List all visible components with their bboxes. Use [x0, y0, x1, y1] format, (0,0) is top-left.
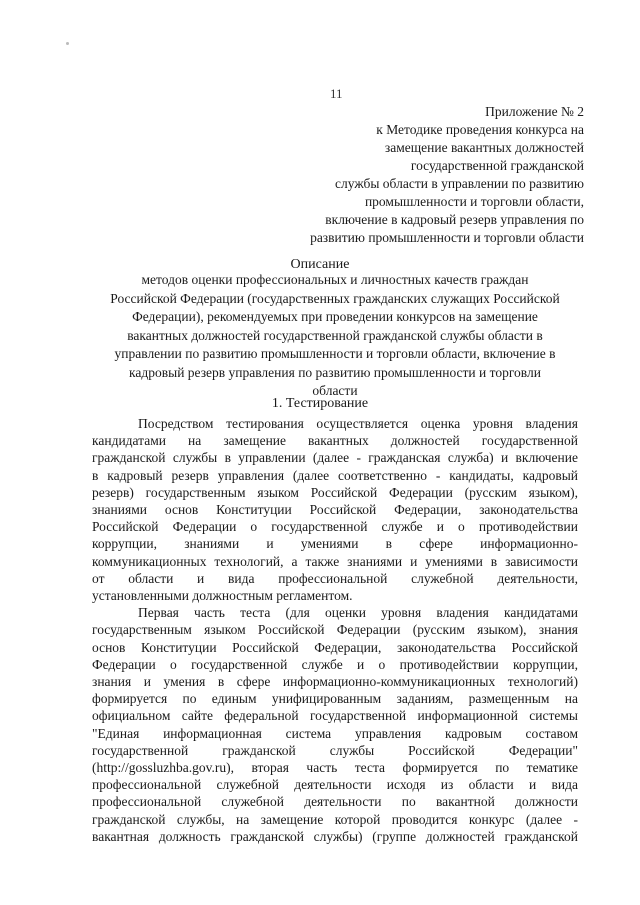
scan-speck [66, 42, 69, 45]
subtitle-line: Федерации), рекомендуемых при проведении конкурсов на замещение [132, 309, 538, 324]
paragraph-line: знаниями основ Конституции Российской Федерации, законодательства [92, 502, 578, 518]
document-body [92, 415, 578, 845]
paragraph-line: Посредством тестирования осуществляется оценка уровня владения [138, 416, 578, 431]
appendix-line: государственной гражданской [410, 158, 584, 173]
paragraph-line: формируется по единым унифицированным заданиям, размещенным на [92, 691, 578, 707]
section-heading: 1. Тестирование [271, 396, 369, 411]
paragraph-line: "Единая информационная система управления кадровым составом [92, 725, 578, 741]
paragraph-line: кандидатами на замещение вакантных должностей государственной [92, 433, 578, 449]
paragraph-2 [92, 604, 578, 845]
subtitle-line: методов оценки профессиональных и личностных качеств граждан [141, 272, 529, 287]
paragraph-line: официальном сайте федеральной государственной информационной системы [92, 708, 578, 724]
paragraph-line: государственным языком Российской Федерации (русским языком), знания [92, 622, 578, 638]
paragraph-line: знания и умения в сфере информационно-коммуникационных технологий) [92, 674, 578, 690]
subtitle-line: вакантных должностей государственной гражданской службы области в [127, 327, 543, 343]
paragraph-line: коррупции, знаниями и умениями в сфере информационно- [92, 536, 578, 552]
subtitle-line: области [312, 383, 358, 398]
paragraph-line: гражданской службы в управлении (далее - гражданская служба) и включение [92, 450, 578, 466]
paragraph-line: коммуникационных технологий, а также знаниями и умениями в зависимости [92, 553, 578, 569]
subtitle-line: Российской Федерации (государственных гражданских служащих Российской [110, 290, 560, 306]
paragraph-line: государственной гражданской службы Российской Федерации" [92, 742, 578, 758]
subtitle-line: управлении по развитию промышленности и торговли области, включение в [114, 346, 556, 361]
appendix-line: промышленности и торговли области, [364, 194, 584, 209]
appendix-line: к Методике проведения конкурса на [376, 122, 584, 137]
document-subtitle [92, 271, 578, 401]
paragraph-line: установленными должностным регламентом. [92, 588, 353, 604]
paragraph-line: резерв) государственным языком Российской Федерации (русским языком), [92, 484, 578, 500]
paragraph-line: от области и вида профессиональной служебной деятельности, [92, 570, 578, 586]
paragraph-line: основ Конституции Российской Федерации, законодательства Российской [92, 639, 578, 655]
subtitle-line: кадровый резерв управления по развитию промышленности и торговли [129, 364, 541, 380]
paragraph-line: (http://gossluzhba.gov.ru), вторая часть теста формируется по тематике [92, 760, 578, 776]
appendix-line: службы области в управлении по развитию [335, 176, 584, 191]
paragraph-line: Первая часть теста (для оценки уровня владения кандидатами [138, 605, 578, 621]
appendix-line: Приложение № 2 [485, 104, 584, 119]
page-number: 11 [330, 86, 343, 101]
paragraph-line: Федерации о государственной службе и о противодействии коррупции, [92, 656, 578, 672]
paragraph-line: гражданской службы, на замещение которой проводится конкурс (далее - [92, 811, 578, 827]
paragraph-line: профессиональной служебной деятельности исходя из области и вида [92, 777, 578, 793]
paragraph-line: вакантная должность гражданской службы) (группе должностей гражданской [92, 828, 578, 844]
document-title: Описание [290, 257, 350, 272]
paragraph-line: Российской Федерации о государственной службе и о противодействии [92, 519, 578, 535]
appendix-header [244, 103, 584, 247]
paragraph-line: в кадровый резерв управления (далее соответственно - кандидаты, кадровый [92, 467, 578, 483]
paragraph-line: профессиональной служебной деятельности по вакантной должности [92, 794, 578, 810]
appendix-line: замещение вакантных должностей [384, 140, 584, 155]
appendix-line: включение в кадровый резерв управления по [325, 212, 584, 227]
appendix-line: развитию промышленности и торговли области [310, 230, 584, 245]
paragraph-1 [92, 415, 578, 604]
